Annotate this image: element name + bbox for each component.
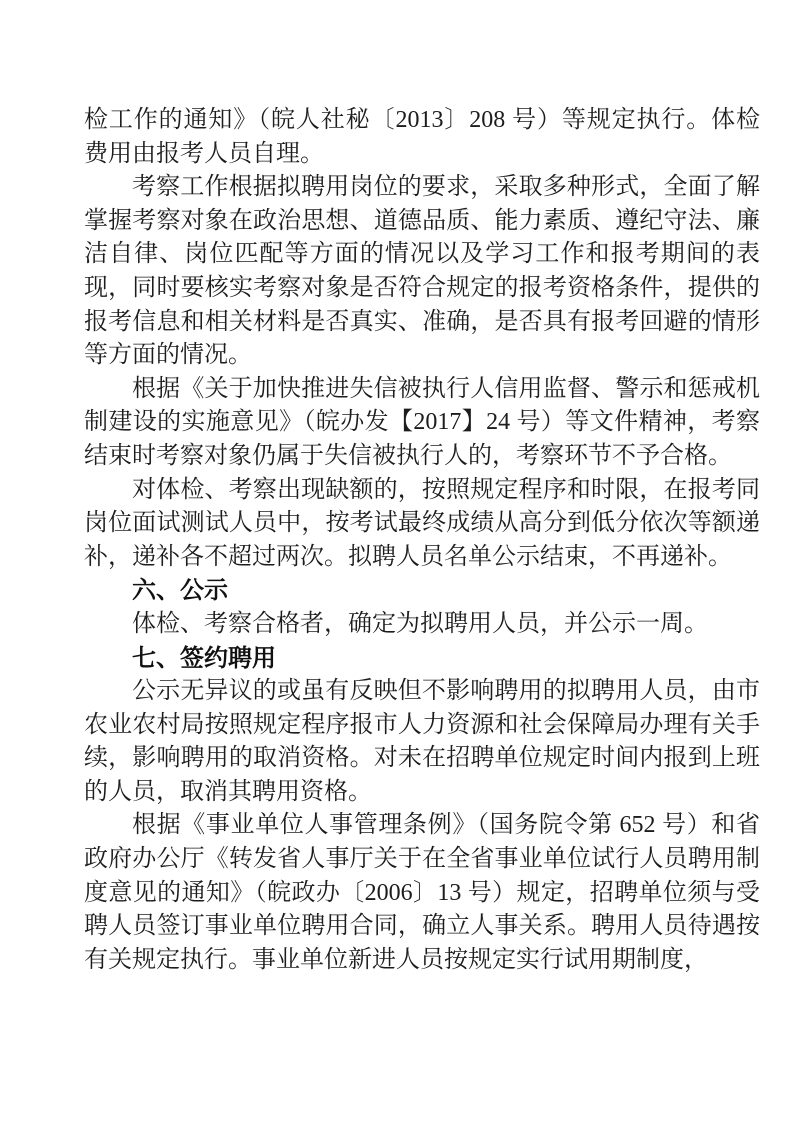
- paragraph-physical-exam-continuation: 检工作的通知》（皖人社秘〔2013〕208 号）等规定执行。体检费用由报考人员自理。: [84, 107, 760, 167]
- paragraph-employment-procedure: 公示无异议的或虽有反映但不影响聘用的拟聘用人员，由市农业农村局按照规定程序报市人力资源和社会保障局办理有关手续，影响聘用的取消资格。对未在招聘单位规定时间内报到上班的人员，取消其聘用资格。: [84, 678, 760, 805]
- section-heading-seven-contract-employment: 七、签约聘用: [132, 644, 276, 672]
- paragraph-employment-contract-regulations: 根据《事业单位人事管理条例》（国务院令第 652 号）和省政府办公厅《转发省人事厅关于在全省事业单位试行人员聘用制度意见的通知》（皖政办〔2006〕13 号）规定，招聘单位须与受聘人员签订事业单位聘用合同，确立人事关系。聘用人员待遇按有关规定执行。事业单位新进人员按规定实行试用期制度，: [84, 812, 760, 973]
- document-text-column: [84, 104, 760, 977]
- paragraph-dishonesty-policy: 根据《关于加快推进失信被执行人信用监督、警示和惩戒机制建设的实施意见》（皖办发【2017】24 号）等文件精神，考察结束时考察对象仍属于失信被执行人的，考察环节不予合格。: [84, 375, 760, 469]
- paragraph-publicity-period: 体检、考察合格者，确定为拟聘用人员，并公示一周。: [132, 610, 708, 637]
- paragraph-vacancy-replacement: 对体检、考察出现缺额的，按照规定程序和时限，在报考同岗位面试测试人员中，按考试最终成绩从高分到低分依次等额递补，递补各不超过两次。拟聘人员名单公示结束，不再递补。: [84, 476, 760, 570]
- section-heading-six-publicity: 六、公示: [132, 577, 228, 605]
- paragraph-inspection-work: 考察工作根据拟聘用岗位的要求，采取多种形式，全面了解掌握考察对象在政治思想、道德品质、能力素质、遵纪守法、廉洁自律、岗位匹配等方面的情况以及学习工作和报考期间的表现，同时要核实考察对象是否符合规定的报考资格条件，提供的报考信息和相关材料是否真实、准确，是否具有报考回避的情形等方面的情况。: [84, 174, 760, 369]
